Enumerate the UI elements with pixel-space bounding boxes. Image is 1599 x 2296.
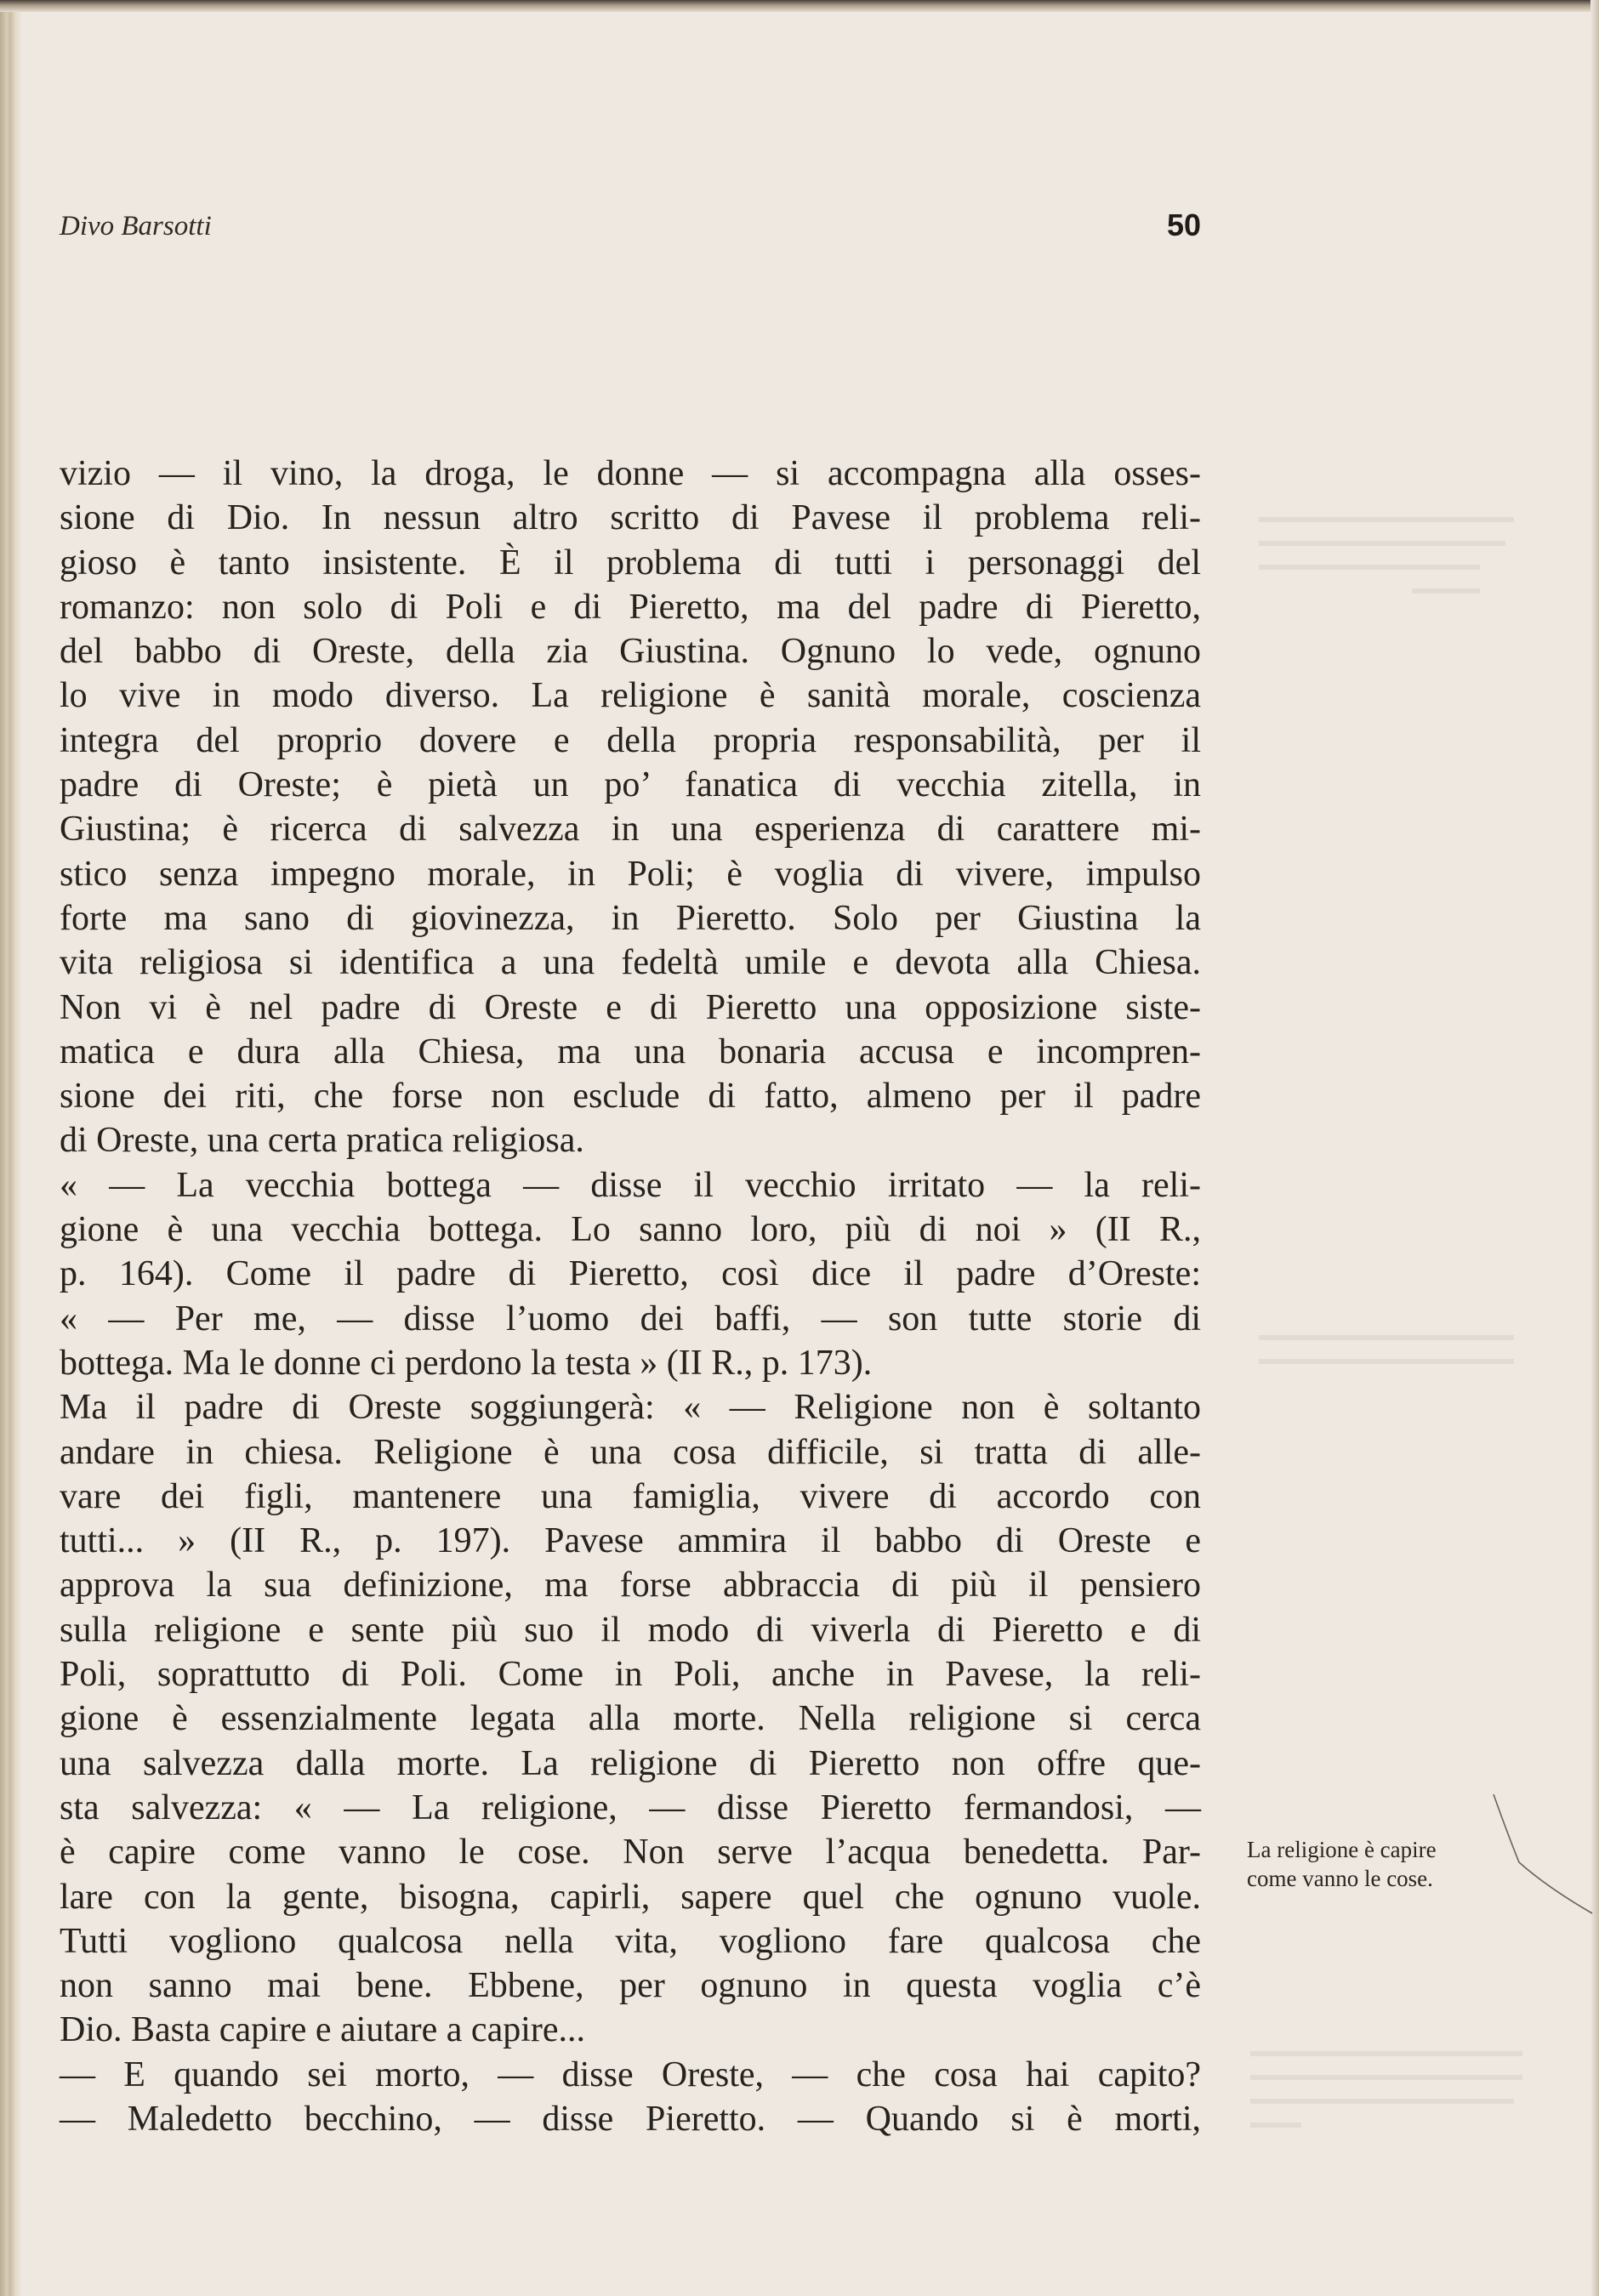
margin-note-line: La religione è capire: [1247, 1837, 1437, 1862]
text-line: Giustina; è ricerca di salvezza in una esperienza di carattere mi-: [60, 810, 1201, 850]
text-line: Poli, soprattutto di Poli. Come in Poli, anche in Pavese, la reli-: [60, 1655, 1201, 1695]
text-line: — E quando sei morto, — disse Oreste, — che cosa hai capito?: [60, 2054, 1201, 2094]
text-line: approva la sua definizione, ma forse abbraccia di più il pensiero: [60, 1566, 1201, 1605]
text-line: di Oreste, una certa pratica religiosa.: [60, 1121, 584, 1161]
text-line: « — Per me, — disse l’uomo dei baffi, — son tutte storie di: [60, 1299, 1201, 1338]
text-line: vita religiosa si identifica a una fedeltà umile e devota alla Chiesa.: [60, 943, 1201, 983]
text-line: tutti... » (II R., p. 197). Pavese ammira il babbo di Oreste e: [60, 1521, 1201, 1561]
text-line: una salvezza dalla morte. La religione di Pieretto non offre que-: [60, 1743, 1201, 1783]
text-line: sione di Dio. In nessun altro scritto di Pavese il problema reli-: [60, 498, 1201, 538]
text-line: matica e dura alla Chiesa, ma una bonaria accusa e incompren-: [60, 1031, 1201, 1071]
margin-note-line: come vanno le cose.: [1247, 1866, 1433, 1891]
margin-note: [1247, 1835, 1536, 1893]
text-line: Tutti vogliono qualcosa nella vita, vogliono fare qualcosa che: [60, 1921, 1201, 1961]
text-line: gioso è tanto insistente. È il problema di tutti i personaggi del: [60, 543, 1201, 583]
text-line: — Maledetto becchino, — disse Pieretto. — Quando si è morti,: [60, 2099, 1201, 2139]
text-line: « — La vecchia bottega — disse il vecchio irritato — la reli-: [60, 1165, 1201, 1205]
page-number: 50: [1166, 207, 1201, 242]
text-line: stico senza impegno morale, in Poli; è voglia di vivere, impulso: [60, 854, 1201, 894]
text-line: gione è una vecchia bottega. Lo sanno loro, più di noi » (II R.,: [60, 1210, 1201, 1250]
text-line: romanzo: non solo di Poli e di Pieretto, ma del padre di Pieretto,: [60, 587, 1201, 627]
text-line: padre di Oreste; è pietà un po’ fanatica di vecchia zitella, in: [60, 765, 1201, 805]
text-line: è capire come vanno le cose. Non serve l’acqua benedetta. Par-: [60, 1833, 1201, 1873]
text-line: integra del proprio dovere e della propria responsabilità, per il: [60, 720, 1201, 760]
text-line: lo vive in modo diverso. La religione è sanità morale, coscienza: [60, 676, 1201, 716]
text-line: sulla religione e sente più suo il modo di viverla di Pieretto e di: [60, 1610, 1201, 1650]
running-head: Divo Barsotti: [60, 211, 212, 242]
text-line: vizio — il vino, la droga, le donne — si accompagna alla osses-: [60, 454, 1201, 493]
text-line: non sanno mai bene. Ebbene, per ognuno in questa voglia c’è: [60, 1966, 1201, 2006]
text-line: sione dei riti, che forse non esclude di fatto, almeno per il padre: [60, 1077, 1201, 1117]
text-line: del babbo di Oreste, della zia Giustina. Ognuno lo vede, ognuno: [60, 632, 1201, 672]
text-line: andare in chiesa. Religione è una cosa difficile, si tratta di alle-: [60, 1432, 1201, 1472]
text-line: Ma il padre di Oreste soggiungerà: « — Religione non è soltanto: [60, 1388, 1201, 1428]
text-line: Non vi è nel padre di Oreste e di Pieretto una opposizione siste-: [60, 987, 1201, 1027]
text-line: bottega. Ma le donne ci perdono la testa » (II R., p. 173).: [60, 1343, 873, 1383]
text-line: lare con la gente, bisogna, capirli, sapere quel che ognuno vuole.: [60, 1877, 1201, 1917]
text-line: forte ma sano di giovinezza, in Pieretto. Solo per Giustina la: [60, 898, 1201, 938]
text-line: vare dei figli, mantenere una famiglia, vivere di accordo con: [60, 1476, 1201, 1516]
text-line: gione è essenzialmente legata alla morte. Nella religione si cerca: [60, 1699, 1201, 1739]
text-line: Dio. Basta capire e aiutare a capire...: [60, 2010, 586, 2050]
text-line: p. 164). Come il padre di Pieretto, così dice il padre d’Oreste:: [60, 1254, 1201, 1294]
text-line: sta salvezza: « — La religione, — disse Pieretto fermandosi, —: [60, 1787, 1201, 1827]
